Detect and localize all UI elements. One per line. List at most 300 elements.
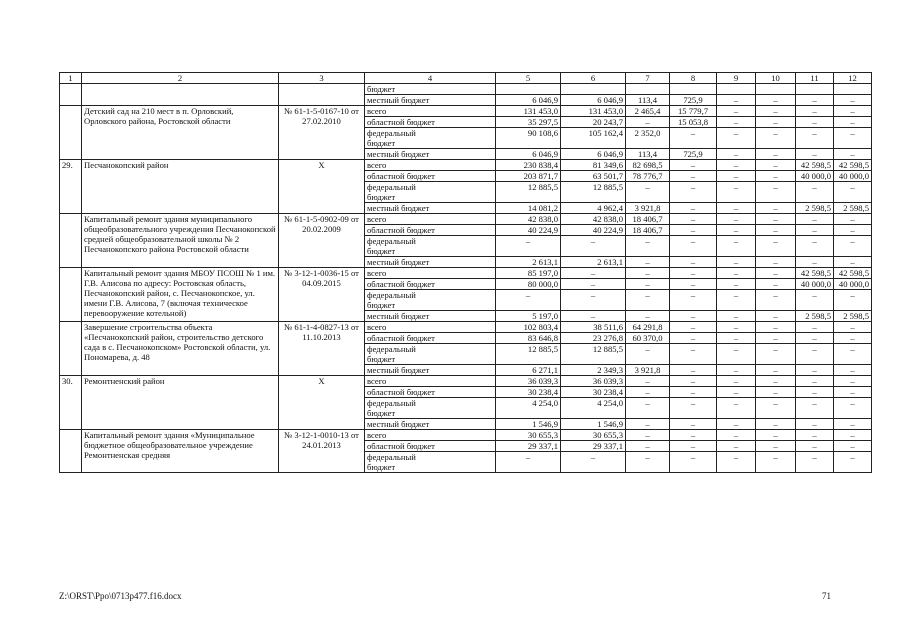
table-cell: – — [717, 268, 756, 279]
table-cell: – — [626, 430, 670, 441]
table-cell — [834, 408, 872, 419]
table-cell: – — [670, 128, 717, 139]
table-cell: 6 046,9 — [496, 149, 561, 160]
table-cell — [796, 462, 834, 473]
table-cell: – — [834, 376, 872, 387]
table-cell — [834, 462, 872, 473]
table-cell: – — [796, 117, 834, 128]
table-cell: 131 453,0 — [496, 106, 561, 117]
table-cell — [60, 322, 82, 376]
table-cell — [82, 84, 279, 106]
table-cell: – — [717, 419, 756, 430]
table-cell: – — [670, 322, 717, 333]
table-cell: 18 406,7 — [626, 225, 670, 236]
table-cell: – — [561, 236, 626, 247]
table-cell: – — [756, 279, 796, 290]
table-cell: областной бюджет — [365, 225, 496, 236]
table-cell: – — [756, 257, 796, 268]
table-cell: бюджет — [365, 246, 496, 257]
table-cell: – — [796, 387, 834, 398]
table-cell: – — [834, 419, 872, 430]
table-cell — [670, 354, 717, 365]
table-cell: 113,4 — [626, 149, 670, 160]
table-cell — [60, 430, 82, 473]
table-cell: – — [670, 290, 717, 301]
table-cell: 1 546,9 — [561, 419, 626, 430]
table-cell: – — [670, 225, 717, 236]
table-cell: Ремонтненский район — [82, 376, 279, 430]
table-cell: – — [670, 171, 717, 182]
table-cell: 82 698,5 — [626, 160, 670, 171]
table-cell: бюджет — [365, 462, 496, 473]
table-cell: – — [796, 236, 834, 247]
table-cell — [279, 84, 365, 106]
table-cell: – — [626, 117, 670, 128]
table-cell: 42 598,5 — [796, 160, 834, 171]
column-number-header: 11 — [796, 73, 834, 84]
table-cell — [717, 462, 756, 473]
table-cell: – — [626, 290, 670, 301]
table-cell: 725,9 — [670, 95, 717, 106]
column-number-header: 2 — [82, 73, 279, 84]
table-cell — [561, 300, 626, 311]
table-cell: 105 162,4 — [561, 128, 626, 139]
table-cell: – — [670, 376, 717, 387]
table-cell: 30 655,3 — [561, 430, 626, 441]
table-cell: 60 370,0 — [626, 333, 670, 344]
header-row — [60, 73, 872, 84]
table-cell: – — [756, 290, 796, 301]
column-number-header: 3 — [279, 73, 365, 84]
table-cell — [756, 246, 796, 257]
table-cell: – — [717, 398, 756, 409]
table-cell — [561, 354, 626, 365]
table-cell: 30 238,4 — [561, 387, 626, 398]
table-cell: федеральный — [365, 398, 496, 409]
table-cell: – — [796, 214, 834, 225]
column-number-header: 10 — [756, 73, 796, 84]
table-cell: федеральный — [365, 290, 496, 301]
table-cell: 80 000,0 — [496, 279, 561, 290]
table-cell: 2 352,0 — [626, 128, 670, 139]
table-cell — [626, 138, 670, 149]
table-cell: 64 291,8 — [626, 322, 670, 333]
table-cell: – — [717, 149, 756, 160]
table-cell — [626, 462, 670, 473]
table-cell: местный бюджет — [365, 149, 496, 160]
table-cell: – — [796, 128, 834, 139]
column-number-header: 9 — [717, 73, 756, 84]
table-cell: 12 885,5 — [496, 344, 561, 355]
table-cell — [670, 462, 717, 473]
table-cell — [670, 84, 717, 95]
table-cell: бюджет — [365, 408, 496, 419]
table-cell — [496, 246, 561, 257]
table-cell: – — [756, 171, 796, 182]
table-cell: бюджет — [365, 192, 496, 203]
column-number-header: 7 — [626, 73, 670, 84]
table-cell: 36 039,3 — [496, 376, 561, 387]
table-cell: местный бюджет — [365, 257, 496, 268]
table-cell: – — [670, 257, 717, 268]
table-cell: 6 271,1 — [496, 365, 561, 376]
table-cell: всего — [365, 214, 496, 225]
table-cell: – — [834, 441, 872, 452]
table-cell: – — [796, 365, 834, 376]
table-cell — [834, 354, 872, 365]
table-cell — [717, 300, 756, 311]
table-cell: – — [834, 387, 872, 398]
table-cell: – — [796, 452, 834, 463]
table-cell — [496, 354, 561, 365]
table-cell: – — [834, 365, 872, 376]
table-cell: – — [834, 95, 872, 106]
table-cell: федеральный — [365, 452, 496, 463]
table-cell: местный бюджет — [365, 419, 496, 430]
table-cell: – — [796, 430, 834, 441]
table-cell: 40 000,0 — [834, 279, 872, 290]
column-number-header: 4 — [365, 73, 496, 84]
table-cell: – — [717, 311, 756, 322]
table-cell: – — [834, 117, 872, 128]
table-cell: местный бюджет — [365, 203, 496, 214]
table-header — [60, 73, 872, 84]
table-cell: федеральный — [365, 182, 496, 193]
table-cell: – — [717, 225, 756, 236]
table-cell — [834, 138, 872, 149]
table-cell: 78 776,7 — [626, 171, 670, 182]
table-cell: Капитальный ремонт здания МБОУ ПСОШ № 1 им. Г.В. Алисова по адресу: Ростовская область, Песчанокопский район, с. Песчанокопское, ул. имени Г.В. Алисова, 7 (включая техническое перевооружение котельной) — [82, 268, 279, 322]
table-cell: 203 871,7 — [496, 171, 561, 182]
table-cell: – — [834, 322, 872, 333]
table-cell: всего — [365, 376, 496, 387]
table-cell: 42 598,5 — [796, 268, 834, 279]
table-cell: 230 838,4 — [496, 160, 561, 171]
table-cell: – — [561, 279, 626, 290]
table-cell: – — [717, 430, 756, 441]
table-row — [60, 160, 872, 171]
table-cell: бюджет — [365, 300, 496, 311]
table-cell: № 3-12-1-0036-15 от 04.09.2015 — [279, 268, 365, 322]
table-cell: – — [670, 268, 717, 279]
table-cell: 12 885,5 — [561, 182, 626, 193]
table-cell: 2 598,5 — [834, 203, 872, 214]
table-cell — [756, 354, 796, 365]
table-cell — [670, 246, 717, 257]
table-cell — [670, 300, 717, 311]
table-cell: 725,9 — [670, 149, 717, 160]
table-cell: – — [756, 236, 796, 247]
table-cell: 23 276,8 — [561, 333, 626, 344]
table-cell — [60, 84, 82, 106]
table-cell: – — [670, 452, 717, 463]
table-cell: – — [717, 387, 756, 398]
table-cell: – — [756, 419, 796, 430]
table-cell: – — [717, 376, 756, 387]
table-cell: 18 406,7 — [626, 214, 670, 225]
table-cell: – — [834, 430, 872, 441]
table-cell: – — [670, 333, 717, 344]
table-cell: местный бюджет — [365, 311, 496, 322]
table-cell: всего — [365, 160, 496, 171]
table-cell — [796, 246, 834, 257]
table-cell — [626, 246, 670, 257]
table-cell: 40 000,0 — [834, 171, 872, 182]
table-cell: – — [717, 106, 756, 117]
table-cell: – — [834, 149, 872, 160]
table-cell: всего — [365, 430, 496, 441]
table-cell: местный бюджет — [365, 95, 496, 106]
table-cell: 3 921,8 — [626, 365, 670, 376]
table-cell: – — [670, 279, 717, 290]
table-cell: – — [670, 344, 717, 355]
budget-table — [59, 72, 872, 473]
table-cell: 40 224,9 — [561, 225, 626, 236]
table-cell: – — [796, 344, 834, 355]
table-cell: – — [626, 268, 670, 279]
table-cell — [626, 192, 670, 203]
table-cell: 30. — [60, 376, 82, 430]
table-cell: 2 598,5 — [796, 311, 834, 322]
table-cell — [496, 84, 561, 95]
table-cell: – — [796, 182, 834, 193]
table-cell — [717, 138, 756, 149]
table-cell: 42 598,5 — [834, 268, 872, 279]
table-cell — [626, 300, 670, 311]
footer-file-path: Z:\ORST\Ppo\0713p477.f16.docx — [59, 591, 182, 601]
table-cell: 40 000,0 — [796, 279, 834, 290]
table-cell: – — [834, 106, 872, 117]
table-cell: № 61-1-5-0902-09 от 20.02.2009 — [279, 214, 365, 268]
table-cell: 38 511,6 — [561, 322, 626, 333]
table-cell: – — [796, 441, 834, 452]
table-cell: – — [756, 182, 796, 193]
table-cell: 102 803,4 — [496, 322, 561, 333]
table-cell: – — [670, 430, 717, 441]
table-cell — [796, 138, 834, 149]
table-cell: 4 254,0 — [561, 398, 626, 409]
table-cell: 36 039,3 — [561, 376, 626, 387]
table-cell — [496, 462, 561, 473]
table-cell — [626, 84, 670, 95]
table-cell: 4 962,4 — [561, 203, 626, 214]
table-cell: Детский сад на 210 мест в п. Орловский, Орловского района, Ростовской области — [82, 106, 279, 160]
table-cell: – — [756, 117, 796, 128]
table-cell — [756, 300, 796, 311]
table-cell — [717, 84, 756, 95]
table-cell: 40 224,9 — [496, 225, 561, 236]
table-cell: – — [717, 95, 756, 106]
table-cell: – — [561, 268, 626, 279]
table-cell: – — [796, 290, 834, 301]
table-cell: – — [756, 441, 796, 452]
table-cell: – — [756, 344, 796, 355]
table-cell: 6 046,9 — [496, 95, 561, 106]
table-cell: 5 197,0 — [496, 311, 561, 322]
table-cell — [561, 408, 626, 419]
table-cell: – — [626, 257, 670, 268]
table-cell — [717, 246, 756, 257]
table-cell: Капитальный ремонт здания «Муниципальное бюджетное общеобразовательное учреждение Ремонтненская средняя — [82, 430, 279, 473]
table-cell: – — [796, 106, 834, 117]
table-cell: № 61-1-5-0167-10 от 27.02.2010 — [279, 106, 365, 160]
table-cell: № 3-12-1-0010-13 от 24.01.2013 — [279, 430, 365, 473]
table-cell: – — [496, 452, 561, 463]
table-cell — [756, 408, 796, 419]
table-body — [60, 84, 872, 473]
table-cell: – — [717, 452, 756, 463]
table-cell: – — [717, 290, 756, 301]
table-cell — [561, 462, 626, 473]
table-cell: 14 081,2 — [496, 203, 561, 214]
table-cell: № 61-1-4-0827-13 от 11.10.2013 — [279, 322, 365, 376]
table-cell: – — [717, 441, 756, 452]
table-cell: – — [756, 365, 796, 376]
table-cell: – — [756, 225, 796, 236]
table-cell: 81 349,6 — [561, 160, 626, 171]
table-cell: – — [756, 160, 796, 171]
table-cell: всего — [365, 106, 496, 117]
table-cell — [756, 138, 796, 149]
table-cell: федеральный — [365, 344, 496, 355]
table-cell: федеральный — [365, 236, 496, 247]
table-cell: 6 046,9 — [561, 95, 626, 106]
table-cell: областной бюджет — [365, 279, 496, 290]
table-cell: – — [717, 171, 756, 182]
table-cell — [60, 214, 82, 268]
column-number-header: 12 — [834, 73, 872, 84]
table-cell: – — [834, 214, 872, 225]
table-cell — [834, 84, 872, 95]
table-cell — [60, 268, 82, 322]
table-cell: – — [834, 257, 872, 268]
table-cell: 85 197,0 — [496, 268, 561, 279]
table-cell: 42 838,0 — [561, 214, 626, 225]
table-cell: – — [670, 214, 717, 225]
table-cell: – — [756, 214, 796, 225]
table-cell: – — [796, 257, 834, 268]
table-cell: – — [670, 441, 717, 452]
table-cell: – — [756, 106, 796, 117]
table-cell: бюджет — [365, 354, 496, 365]
table-cell: – — [796, 322, 834, 333]
table-cell: – — [496, 236, 561, 247]
table-cell: – — [670, 365, 717, 376]
table-cell: – — [670, 236, 717, 247]
table-cell: 2 613,1 — [561, 257, 626, 268]
table-cell: местный бюджет — [365, 365, 496, 376]
table-cell: 15 053,8 — [670, 117, 717, 128]
table-cell — [796, 192, 834, 203]
table-cell: всего — [365, 268, 496, 279]
table-cell: – — [756, 376, 796, 387]
table-cell: – — [561, 290, 626, 301]
table-cell: 40 000,0 — [796, 171, 834, 182]
table-cell: 12 885,5 — [561, 344, 626, 355]
table-cell: – — [717, 236, 756, 247]
table-cell: – — [670, 419, 717, 430]
table-cell: 42 838,0 — [496, 214, 561, 225]
table-cell: областной бюджет — [365, 441, 496, 452]
table-cell: – — [834, 333, 872, 344]
table-cell: – — [756, 203, 796, 214]
table-cell: – — [626, 182, 670, 193]
table-cell: областной бюджет — [365, 171, 496, 182]
table-cell: 83 646,8 — [496, 333, 561, 344]
table-cell: бюджет — [365, 138, 496, 149]
table-row — [60, 430, 872, 441]
table-cell: – — [834, 182, 872, 193]
table-cell — [561, 138, 626, 149]
table-cell — [717, 192, 756, 203]
table-cell: – — [717, 203, 756, 214]
table-cell: 15 779,7 — [670, 106, 717, 117]
table-cell: – — [561, 452, 626, 463]
table-cell: – — [756, 387, 796, 398]
table-cell — [496, 300, 561, 311]
table-cell: 20 243,7 — [561, 117, 626, 128]
table-cell: – — [717, 322, 756, 333]
table-row — [60, 106, 872, 117]
table-cell — [796, 84, 834, 95]
table-row — [60, 322, 872, 333]
table-cell — [670, 408, 717, 419]
table-cell: бюджет — [365, 84, 496, 95]
table-cell: 30 238,4 — [496, 387, 561, 398]
table-cell — [717, 408, 756, 419]
table-cell: – — [756, 128, 796, 139]
table-cell: – — [796, 95, 834, 106]
table-cell — [496, 138, 561, 149]
table-cell: 29. — [60, 160, 82, 214]
table-cell: Песчанокопский район — [82, 160, 279, 214]
table-cell: – — [756, 149, 796, 160]
table-cell: – — [796, 376, 834, 387]
table-cell: – — [756, 333, 796, 344]
table-cell: 42 598,5 — [834, 160, 872, 171]
table-cell: 2 598,5 — [796, 203, 834, 214]
table-cell: – — [496, 290, 561, 301]
table-cell: – — [626, 344, 670, 355]
table-cell: – — [834, 398, 872, 409]
table-cell: 35 297,5 — [496, 117, 561, 128]
column-number-header: 8 — [670, 73, 717, 84]
table-cell: – — [756, 430, 796, 441]
table-cell: 12 885,5 — [496, 182, 561, 193]
table-cell — [834, 192, 872, 203]
table-cell — [561, 192, 626, 203]
table-cell: 90 108,6 — [496, 128, 561, 139]
table-cell: – — [834, 225, 872, 236]
table-cell — [670, 192, 717, 203]
table-cell: – — [796, 149, 834, 160]
table-cell: 2 598,5 — [834, 311, 872, 322]
table-cell: – — [670, 203, 717, 214]
table-cell: 4 254,0 — [496, 398, 561, 409]
table-cell — [756, 462, 796, 473]
table-cell: Завершение строительства объекта «Песчанокопский район, строительство детского сада в с. Песчанокопском» Ростовской области, ул. Пономарева, д. 48 — [82, 322, 279, 376]
table-cell: – — [756, 311, 796, 322]
table-cell: 1 546,9 — [496, 419, 561, 430]
table-cell: Капитальный ремонт здания муниципального общеобразовательного учреждения Песчанокопской средней общеобразовательной школы № 2 Песчанокопского района Ростовской области — [82, 214, 279, 268]
table-cell: – — [717, 182, 756, 193]
table-cell: Х — [279, 160, 365, 214]
table-cell: 29 337,1 — [561, 441, 626, 452]
table-cell: – — [756, 452, 796, 463]
table-cell — [756, 192, 796, 203]
table-cell — [796, 408, 834, 419]
table-cell: – — [670, 398, 717, 409]
